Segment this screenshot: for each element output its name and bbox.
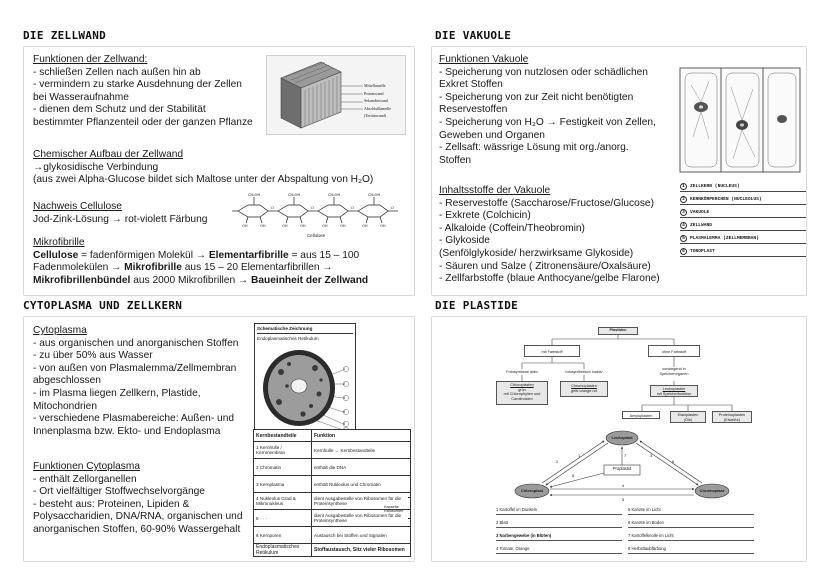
list-label: VAKUOLE <box>690 210 710 215</box>
table-side-note: Kapselte Ribosomen <box>384 505 404 513</box>
text-fragment: = fadenförmigen Molekül <box>78 249 196 261</box>
cellulose-structure <box>230 191 408 237</box>
text-fragment: → Mikrofibrille <box>111 262 182 274</box>
text-line: - Ort vielfältiger Stoffwechselvorgänge <box>33 486 205 498</box>
text-line: - aus organischen und anorganischen Stoffen <box>33 337 239 349</box>
figure-num: 4 <box>343 410 345 414</box>
cycle-chromoplast: Chromoplast <box>699 488 725 493</box>
table-cell: Chromatin <box>259 464 282 470</box>
table-cell-num: 1 <box>256 445 259 450</box>
text-line: Reservestoffen <box>439 104 508 116</box>
cycle-arrow-num: 2 <box>556 459 559 464</box>
leukoplasten-box <box>650 385 698 397</box>
mit-farbstoff-box: mit Farbstoff <box>524 345 580 357</box>
legend-num: 5 <box>628 507 631 512</box>
cycle-arrow-num: 5 <box>622 497 625 502</box>
nucleus-drawing <box>259 344 353 432</box>
text-fragment: aus 2000 Mikrofibrillen <box>130 274 238 286</box>
legend-num: 7 <box>628 533 631 538</box>
legend-num: 2 <box>496 520 499 525</box>
text-line: - Zellsaft: wässrige Lösung mit org./anorg. <box>439 142 629 154</box>
legend-item <box>496 507 622 515</box>
text-line: bestimmter Pflanzenteil oder der ganzen Pflanze <box>33 116 253 128</box>
mikrofibrille-line <box>33 275 368 288</box>
legend-num: 6 <box>628 520 631 525</box>
box-line: gelb-orange-rot <box>571 388 597 393</box>
svg-text:CH₂OH: CH₂OH <box>368 193 381 197</box>
text-line: bei Wasseraufnahme <box>33 91 129 103</box>
list-item <box>680 248 807 257</box>
table-cell: Kernhülle / Kernmembran <box>256 445 286 455</box>
vakuole-cells-drawing <box>679 67 801 173</box>
legend-item <box>628 546 754 554</box>
inhaltsstoffe-title: Inhaltsstoffe der Vakuole <box>439 185 551 196</box>
zellwand-nachweis <box>33 201 207 226</box>
text-line: (aus zwei Alpha-Glucose bildet sich Maltose unter der Abspaltung von H₂O) <box>33 174 374 186</box>
speicherorgane: vorwiegend in Speicherorganen <box>648 367 700 381</box>
cytoplasma-panel <box>23 316 415 562</box>
table-row <box>254 527 411 544</box>
legend-text: Herbstlaubfärbung <box>631 546 666 551</box>
zellkern-figure <box>254 323 356 435</box>
text-line: - enthält Zellorganellen <box>33 473 137 485</box>
text-line: abgeschlossen <box>33 375 101 387</box>
text-line: - im Plasma liegen Zellkern, Plastide, <box>33 387 201 399</box>
amyloplasten-box: Amyloplasten <box>622 411 660 419</box>
box-line: Carotinoiden <box>511 396 533 401</box>
cycle-chloroplast: Chloroplast <box>520 488 544 493</box>
text-fragment: Cellulose <box>33 249 79 261</box>
text-line: (Senfölglykoside/ herzwirksame Glykoside) <box>439 247 634 259</box>
box-line: mit Chlorophyllen und <box>503 392 541 397</box>
proteinoplasten-box <box>712 411 752 423</box>
zellwand-aufbau-title: Chemischer Aufbau der Zellwand <box>33 149 184 160</box>
text-line: - vermindern zu starke Ausdehnung der Zellen <box>33 79 242 91</box>
list-item <box>680 235 807 244</box>
list-label: KERNKÖRPERCHEN (NUCLEOLUS) <box>690 197 762 202</box>
cycle-proplastid: Proplastid <box>612 466 632 471</box>
table-cell: dient Ausgabestelle von Ribosomen für die Proteinsynthese <box>312 493 411 510</box>
table-cell: enthält die DNA <box>312 459 411 476</box>
box-line: grün <box>518 387 526 392</box>
text-line: - verschiedene Plasmabereiche: Außen- und <box>33 413 235 425</box>
text-line: Innenplasma bzw. Ekto- und Endoplasma <box>33 425 221 437</box>
cycle-arrow-num: 8 <box>572 473 575 478</box>
text-line: - Glykoside <box>439 235 490 247</box>
text-fragment: → Elementarfibrille <box>195 249 289 261</box>
table-cell: dient Ausgabestelle von Ribosomen für die Proteinsynthese <box>312 510 411 527</box>
zellwand-nachweis-title: Nachweis Cellulose <box>33 201 122 212</box>
legend-item <box>628 520 754 528</box>
legend-item <box>628 533 754 541</box>
mikrofibrille-title: Mikrofibrille <box>33 237 85 248</box>
table-header: Kernbestandteile <box>254 430 312 442</box>
svg-text:OH: OH <box>300 224 306 228</box>
figure-label: Primärwand <box>364 90 384 96</box>
table-cell: Stoffaustausch, Sitz vieler Ribosomen <box>312 544 411 557</box>
ohne-farbstoff-box: ohne Farbstoff <box>648 345 700 357</box>
fotosynthese-inaktiv: fotosynthetisch inaktiv <box>560 369 608 375</box>
cytoplasma-heading: CYTOPLASMA UND ZELLKERN <box>23 299 183 312</box>
table-row <box>254 476 411 493</box>
text-line: - Zellfarbstoffe (blaue Anthocyane/gelbe Flarone) <box>439 273 660 285</box>
text-fragment: aus 15 – 20 Elementarfibrillen <box>181 262 323 274</box>
table-cell: Nukleolus Grad & Mikronukleus <box>256 496 296 506</box>
table-cell: Austausch bei Stoffen und Signalen <box>312 527 411 544</box>
legend-num: 1 <box>496 507 499 512</box>
fotosynthese-aktiv: Fotosynthese aktiv <box>498 369 546 375</box>
text-line: Jod-Zink-Lösung → rot-violett Färbung <box>33 213 208 225</box>
box-line: (Eiweiße) <box>723 417 741 422</box>
chloroplasten-box <box>496 381 548 405</box>
legend-item <box>496 546 622 554</box>
svg-text:CH₂OH: CH₂OH <box>288 193 301 197</box>
list-number: 1 <box>680 183 687 190</box>
svg-text:OH: OH <box>282 224 288 228</box>
text-line: - Speicherung von H₂O → Festigkeit von Zellen, <box>439 116 656 128</box>
list-item <box>680 209 807 218</box>
vakuole-inhaltsstoffe <box>439 185 660 286</box>
legend-item <box>628 507 754 515</box>
text-line: Exkret Stoffen <box>439 79 503 91</box>
text-line: - Alkaloide (Coffein/Theobromin) <box>439 222 585 234</box>
list-number: 4 <box>680 222 687 229</box>
funktionen-cytoplasma-title: Funktionen Cytoplasma <box>33 461 141 472</box>
svg-text:O: O <box>351 206 354 210</box>
plastide-heading: DIE PLASTIDE <box>435 299 519 312</box>
legend-text: Tomate, Orange <box>499 546 530 551</box>
box-line: Leukoplasten <box>662 387 686 391</box>
box-line: Chloroplasten <box>510 383 534 387</box>
text-line: - Speicherung von zur Zeit nicht benötigten <box>439 91 634 103</box>
figure-label: Sekundärwand <box>364 98 388 104</box>
table-cell: Kernporen <box>259 532 282 538</box>
figure-subtitle: Endoplasmatisches Retikulum <box>257 336 319 341</box>
text-line: - dienen dem Schutz und der Stabilität <box>33 104 206 116</box>
svg-text:O: O <box>311 206 314 210</box>
text-fragment: → <box>322 262 333 274</box>
text-fragment: Mikrofibrillenbündel <box>33 274 131 286</box>
table-cell: Kernplasma <box>259 481 285 487</box>
cycle-arrow-num: 7 <box>624 453 627 458</box>
legend-text: Narbengewebe (in Blüten) <box>499 533 552 538</box>
box-line: (Öle) <box>683 417 693 422</box>
table-cell-num: 4 <box>256 496 259 501</box>
vakuole-funktionen-title: Funktionen Vakuole <box>439 54 529 65</box>
text-line: Geweben und Organen <box>439 129 545 141</box>
chromoplasten-box <box>560 381 608 397</box>
cycle-arrow-num: 4 <box>622 483 625 488</box>
zellwand-panel <box>23 46 415 296</box>
text-line: - von außen von Plasmalemma/Zellmembran <box>33 362 237 374</box>
text-line: - Reservestoffe (Saccharose/Fructose/Glucose) <box>439 197 654 209</box>
list-number: 2 <box>680 196 687 203</box>
table-row <box>254 442 411 459</box>
funktionen-cytoplasma <box>33 461 243 537</box>
svg-text:O: O <box>271 206 274 210</box>
text-line: - Speicherung von nutzlosen oder schädlichen <box>439 66 648 78</box>
svg-text:OH: OH <box>340 224 346 228</box>
plastiden-box: Plastiden <box>598 327 638 335</box>
table-cell-num: 5 <box>256 515 259 521</box>
legend-item <box>496 533 622 541</box>
text-line: →glykosidische Verbindung <box>33 161 159 173</box>
legend-text: Kartoffelknolle im Licht <box>631 533 674 538</box>
text-line: - Säuren und Salze ( Zitronensäure/Oxalsäure) <box>439 260 651 272</box>
svg-text:OH: OH <box>260 224 266 228</box>
legend-text: Kartoffel im Dunkeln <box>499 507 538 512</box>
cycle-arrow-num: 6 <box>672 459 675 464</box>
table-row <box>254 459 411 476</box>
list-number: 3 <box>680 209 687 216</box>
mikrofibrille-line <box>33 262 368 275</box>
figure-title: Schematische Zeichnung <box>257 326 313 331</box>
zellwand-aufbau <box>33 149 373 187</box>
table-cell-num: 2 <box>256 464 259 470</box>
elaioplasten-box <box>670 411 706 423</box>
list-label: PLASMALEMMA (ZELLMEMBRAN) <box>690 236 759 241</box>
figure-label: (Tertiärwand) <box>364 113 386 119</box>
figure-num: 3 <box>343 396 345 400</box>
zellwand-funktionen <box>33 54 253 130</box>
list-item <box>680 222 807 231</box>
table-cell-num: 3 <box>256 481 259 487</box>
list-item <box>680 196 807 205</box>
figure-label: Abschlußlamelle <box>364 105 392 111</box>
cellulose-label: Cellulose <box>307 233 326 238</box>
box-line: Proteinoplasten <box>718 413 746 417</box>
table-cell: enthält Nukleolus und Chromatin <box>312 476 411 493</box>
zellwand-figure <box>266 55 406 135</box>
svg-text:CH₂OH: CH₂OH <box>328 193 341 197</box>
list-number: 6 <box>680 248 687 255</box>
text-line: anorganischen Stoffen, 60-90% Wassergehalt <box>33 523 241 535</box>
cytoplasma-title: Cytoplasma <box>33 325 87 336</box>
text-line: Stoffen <box>439 154 472 166</box>
plastide-tree-lines <box>432 317 807 447</box>
zellwand-mikrofibrille <box>33 237 368 287</box>
legend-item <box>496 520 622 528</box>
text-line: - Exkrete (Colchicin) <box>439 210 531 222</box>
zellwand-funktionen-title: Funktionen der Zellwand: <box>33 54 148 65</box>
table-cell: · · · <box>259 515 267 521</box>
cycle-arrow-num: 3 <box>650 453 653 458</box>
table-header-row <box>254 430 411 442</box>
svg-text:OH: OH <box>242 224 248 228</box>
svg-text:OH: OH <box>362 224 368 228</box>
list-label: ZELLKERN (NUCLEUS) <box>690 184 740 189</box>
legend-text: Karotte im Licht <box>631 507 661 512</box>
text-line: - zu über 50% aus Wasser <box>33 350 153 362</box>
box-line: Chromoplasten <box>571 384 597 388</box>
text-line: - besteht aus: Proteinen, Lipiden & <box>33 498 190 510</box>
plastide-panel <box>431 316 807 562</box>
legend-num: 3 <box>496 533 499 538</box>
text-line: Mitochondrien <box>33 400 97 412</box>
cellwall-labels <box>364 82 391 120</box>
svg-text:O: O <box>391 206 394 210</box>
text-fragment: = aus 15 – 100 <box>288 249 360 261</box>
list-number: 5 <box>680 235 687 242</box>
vakuole-panel <box>431 46 807 296</box>
table-row <box>254 544 411 557</box>
figure-num: 5 <box>343 422 345 426</box>
mikrofibrille-line <box>33 250 368 263</box>
list-label: TONOPLAST <box>690 249 715 254</box>
vakuole-funktionen <box>439 54 656 167</box>
svg-text:CH₂OH: CH₂OH <box>248 193 261 197</box>
table-header: Funktion <box>312 430 411 442</box>
cycle-arrow-num: 1 <box>578 453 581 458</box>
cycle-leukoplast: Leukoplast <box>611 435 633 440</box>
svg-text:OH: OH <box>380 224 386 228</box>
kernbestandteile-table <box>253 429 411 557</box>
table-cell: Endoplasmatisches Retikulum <box>254 544 312 557</box>
legend-num: 8 <box>628 546 631 551</box>
figure-num: 1 <box>343 367 345 371</box>
text-line: - schließen Zellen nach außen hin ab <box>33 66 201 78</box>
zellwand-heading: DIE ZELLWAND <box>23 29 107 42</box>
legend-text: Karotte im Boden <box>631 520 664 525</box>
text-fragment: Fadenmolekülen <box>33 262 112 274</box>
text-line: Polysaccharidien, DNA/RNA, organischen und <box>33 511 243 523</box>
figure-label: Mittellamelle <box>364 83 386 88</box>
legend-text: Blatt <box>499 520 508 525</box>
text-fragment: → Baueinheit der Zellwand <box>237 274 369 286</box>
figure-num: 2 <box>343 382 345 386</box>
cytoplasma-text <box>33 325 238 438</box>
table-cell: Kernhülle → Kernbestandteile <box>312 442 411 459</box>
box-line: mit Speicherfunktion <box>656 391 692 396</box>
box-line: Elaioplasten <box>677 413 699 417</box>
table-cell-num: 6 <box>256 532 259 538</box>
list-item <box>680 183 807 192</box>
legend-num: 4 <box>496 546 499 551</box>
vakuole-heading: DIE VAKUOLE <box>435 29 512 42</box>
svg-text:OH: OH <box>322 224 328 228</box>
list-label: ZELLWAND <box>690 223 713 228</box>
